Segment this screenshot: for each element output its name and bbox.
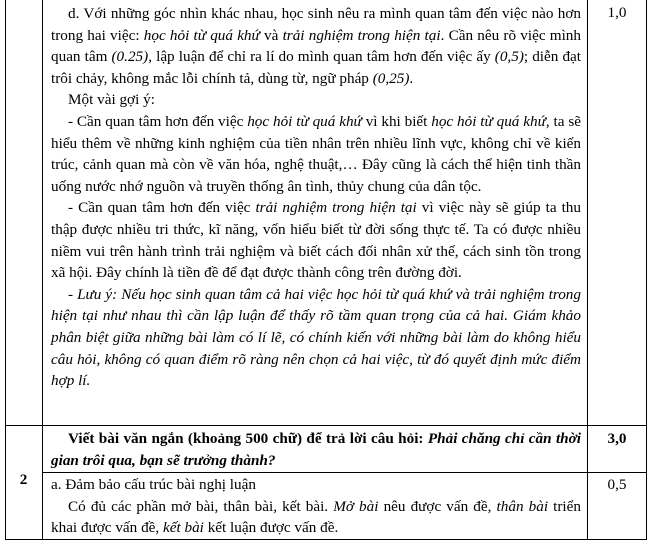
text-italic: trải nghiệm trong hiện tại: [255, 199, 417, 217]
score-criterion-a: 0,5: [607, 476, 627, 493]
criterion-a-cell: [51, 474, 581, 539]
text-italic: - Lưu ý: Nếu học sinh quan tâm cả hai việc học hỏi từ quá khứ và trải nghiệm trong hiện tại như nhau thì cần lập luận để thấy rõ tầm quan trọng của cả hai. Giám khảo phân biệt giữa những bài làm có lí lẽ, có chính kiến với những bài làm do không hiểu câu hỏi, không có quan điểm rõ ràng nên chọn cả hai việc, từ đó quyết định mức điểm hợp lí.: [51, 285, 581, 390]
text: triển khai được vấn đề,: [51, 497, 581, 537]
question-number: 2: [19, 471, 28, 488]
text: Viết bài văn ngắn (khoảng 500 chữ) để trả lời câu hỏi:: [68, 430, 428, 447]
hint-past-paragraph: [51, 111, 581, 197]
text: vì khi biết: [361, 112, 432, 130]
text: kết luận được vấn đề.: [203, 519, 339, 537]
text-italic: kết bài: [163, 519, 204, 537]
text: , lập luận để chỉ ra lí do mình quan tâm hơn đến việc ấy: [148, 48, 495, 66]
hint-present-paragraph: [51, 197, 581, 283]
text: .: [409, 69, 414, 87]
text-italic: Mở bài: [333, 497, 379, 515]
text-italic: (0,5): [494, 48, 524, 66]
answer-key-table: [5, 0, 647, 540]
text: d. Với những góc nhìn khác nhau, học sinh nêu ra mình quan tâm đến việc nào hơn trong hai việc:: [51, 5, 581, 44]
text-italic: trải nghiệm trong hiện tại: [282, 26, 441, 44]
hint-title: Một vài gợi ý:: [68, 91, 155, 109]
question-2-cell: [51, 428, 581, 471]
text: - Cần quan tâm hơn đến việc: [68, 112, 248, 130]
criterion-d-paragraph: [51, 3, 581, 89]
text-italic: (0.25): [111, 48, 149, 66]
text: ; diễn đạt trôi chảy, không mắc lỗi chính tả, dùng từ, ngữ pháp: [51, 48, 582, 87]
text: Có đủ các phần mở bài, thân bài, kết bài.: [68, 497, 334, 515]
text: - Cần quan tâm hơn đến việc: [68, 199, 256, 217]
table-border-right: [646, 0, 647, 540]
text: , ta sẽ hiểu thêm về những kinh nghiệm của tiền nhân trên nhiều lĩnh vực, không chỉ về kiến trúc, cảnh quan mà còn về văn hóa, nghệ thuật,… Đây cũng là cách thể hiện tinh thần uống nước nhớ nguồn và truyền thống ân tình, thủy chung của dân tộc.: [51, 112, 581, 195]
row-separator: [42, 472, 647, 473]
text-italic: học hỏi từ quá khứ: [143, 26, 260, 44]
text: nêu được vấn đề,: [378, 497, 497, 515]
text-italic: (0,25): [372, 69, 410, 87]
table-border-bottom: [5, 539, 647, 540]
table-divider-score-col: [587, 0, 588, 540]
text: và: [259, 26, 283, 44]
question-2-text: [51, 428, 581, 471]
criterion-a-title: a. Đảm bảo cấu trúc bài nghị luận: [51, 476, 256, 493]
text: . Cần nêu rõ việc mình quan tâm: [51, 26, 581, 66]
text-italic: thân bài: [496, 497, 549, 515]
table-divider-number-col: [42, 0, 43, 540]
text-italic: Phải chăng chỉ cần thời gian trôi qua, bạn sẽ trưởng thành?: [51, 430, 581, 469]
score-criterion-d: 1,0: [607, 4, 627, 21]
score-question-2: 3,0: [607, 430, 627, 447]
criterion-a-body: [51, 496, 581, 539]
text: vì việc này sẽ giúp ta thu thập được nhiều tri thức, kĩ năng, vốn hiểu biết từ đời sống thực tế. Ta có được nhiều niềm vui trên hành trình trải nghiệm và biết cách đối nhân xử thế, cách sinh tồn trong xã hội. Đây chính là tiền đề để đạt được thành công trên đường đời.: [51, 199, 581, 282]
table-border-left: [5, 0, 6, 540]
criterion-d-cell: [51, 3, 581, 392]
row-separator: [5, 425, 647, 426]
text-italic: học hỏi từ quá khứ: [247, 112, 362, 130]
text-italic: học hỏi từ quá khứ: [431, 112, 546, 130]
note-paragraph: [51, 284, 581, 392]
